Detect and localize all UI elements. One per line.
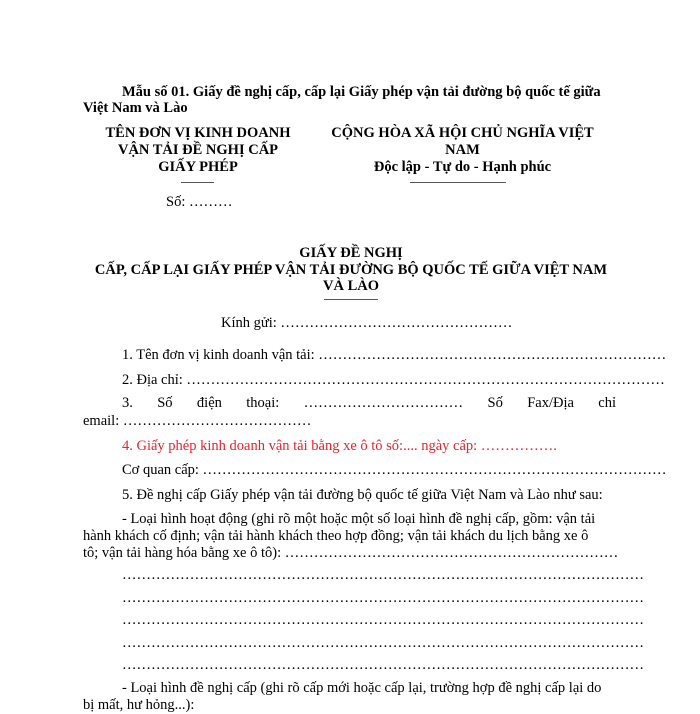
f3-word: Số bbox=[487, 395, 503, 411]
form-title-line1: Mẫu số 01. Giấy đề nghị cấp, cấp lại Giấy phép vận tải đường bộ quốc tế giữa bbox=[122, 84, 601, 100]
document-number: Số: ……… bbox=[166, 194, 233, 210]
dotted-fill-line: ……………………………………………………………………………………………… bbox=[122, 612, 644, 628]
title-rule bbox=[324, 299, 378, 300]
org-name-line3: GIẤY PHÉP bbox=[158, 159, 238, 175]
org-name-line2: VẬN TẢI ĐỀ NGHỊ CẤP bbox=[117, 142, 279, 158]
f3-word: …………………………… bbox=[303, 395, 464, 411]
license-type-line2: bị mất, hư hỏng...): bbox=[83, 697, 195, 713]
dotted-fill-line: ……………………………………………………………………………………………… bbox=[122, 567, 644, 583]
country-name-line2: NAM bbox=[445, 142, 480, 158]
left-header-rule bbox=[181, 182, 214, 183]
field-request-item5: 5. Đề nghị cấp Giấy phép vận tải đường bộ quốc tế giữa Việt Nam và Lào như sau: bbox=[122, 487, 603, 503]
field-transport-license: 4. Giấy phép kinh doanh vận tải bằng xe ô tô số:.... ngày cấp: ……………. bbox=[122, 438, 557, 454]
national-motto: Độc lập - Tự do - Hạnh phúc bbox=[373, 159, 552, 175]
license-type-line1: - Loại hình đề nghị cấp (ghi rõ cấp mới hoặc cấp lại, trường hợp đề nghị cấp lại do bbox=[122, 680, 602, 696]
doc-title-line1: GIẤY ĐỀ NGHỊ bbox=[299, 245, 403, 261]
doc-title-line3: VÀ LÀO bbox=[323, 278, 379, 294]
dotted-fill-line: ……………………………………………………………………………………………… bbox=[122, 590, 644, 606]
field-phone-fax-line bbox=[122, 394, 616, 412]
field-address: 2. Địa chỉ: ……………………………………………………………………………………… bbox=[122, 372, 665, 388]
dotted-fill-line: ……………………………………………………………………………………………… bbox=[122, 635, 644, 651]
f3-word: chỉ bbox=[598, 395, 616, 411]
right-header-rule bbox=[410, 182, 506, 183]
addressee-line: Kính gửi: ………………………………………… bbox=[221, 315, 513, 331]
f3-word: 3. bbox=[122, 395, 133, 411]
operation-type-line2: hành khách cố định; vận tải hành khách theo hợp đồng; vận tải khách du lịch bằng xe ô bbox=[83, 528, 589, 544]
doc-title-line2: CẤP, CẤP LẠI GIẤY PHÉP VẬN TẢI ĐƯỜNG BỘ QUỐC TẾ GIỮA VIỆT NAM bbox=[94, 262, 608, 278]
operation-type-line1: - Loại hình hoạt động (ghi rõ một hoặc một số loại hình đề nghị cấp, gồm: vận tải bbox=[122, 511, 596, 527]
f3-word: Số bbox=[157, 395, 173, 411]
field-email: email: ………………………………… bbox=[83, 413, 312, 429]
form-title-line2: Việt Nam và Lào bbox=[83, 100, 188, 116]
f3-word: thoại: bbox=[246, 395, 280, 411]
org-name-line1: TÊN ĐƠN VỊ KINH DOANH bbox=[105, 125, 291, 141]
f3-word: điện bbox=[196, 395, 222, 411]
field-business-name: 1. Tên đơn vị kinh doanh vận tải: ……………………………………………………………… bbox=[122, 347, 667, 363]
country-name-line1: CỘNG HÒA XÃ HỘI CHỦ NGHĨA VIỆT bbox=[331, 125, 594, 141]
f3-word: Fax/Địa bbox=[527, 395, 574, 411]
field-issuing-authority: Cơ quan cấp: …………………………………………………………………………………… bbox=[122, 462, 667, 478]
dotted-fill-line: ……………………………………………………………………………………………… bbox=[122, 657, 644, 673]
operation-type-line3: tô; vận tải hàng hóa bằng xe ô tô): …………………………………………………………… bbox=[83, 545, 619, 561]
